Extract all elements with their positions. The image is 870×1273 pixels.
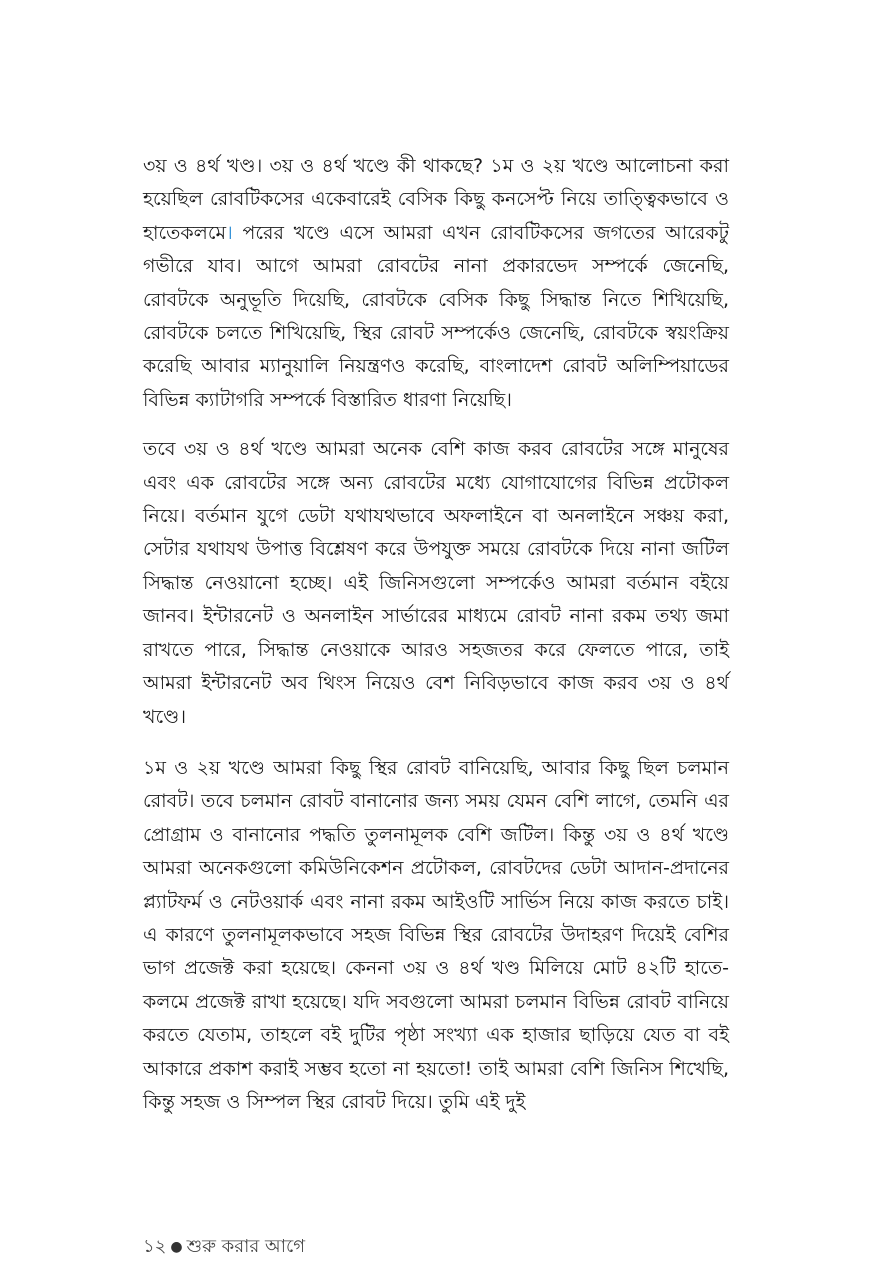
page-footer [143,1236,305,1258]
paragraph-1-highlighted-danda: । [226,221,233,244]
paragraph-1-text-start: ৩য় ও ৪র্থ খণ্ড। ৩য় ও ৪র্থ খণ্ডে কী থাকছে? ১ম ও ২য় খণ্ডে আলোচনা করা হয়েছিল রোবটিকসের একেবারেই বেসিক কিছু কনসেপ্ট নিয়ে তাত্ত্বিকভাবে ও হাতেকলমে [143,155,729,244]
running-section-title: শুরু করার আগে [186,1236,305,1257]
paragraph-3: ১ম ও ২য় খণ্ডে আমরা কিছু স্থির রোবট বানিয়েছি, আবার কিছু ছিল চলমান রোবট। তবে চলমান রোবট বানানোর জন্য সময় যেমন বেশি লাগে, তেমনি এর প্রোগ্রাম ও বানানোর পদ্ধতি তুলনামূলক বেশি জটিল। কিন্তু ৩য় ও ৪র্থ খণ্ডে আমরা অনেকগুলো কমিউনিকেশন প্রটোকল, রোবটদের ডেটা আদান-প্রদানের প্ল্যাটফর্ম ও নেটওয়ার্ক এবং নানা রকম আইওটি সার্ভিস নিয়ে কাজ করতে চাই। এ কারণে তুলনামূলকভাবে সহজ বিভিন্ন স্থির রোবটের উদাহরণ দিয়েই বেশির ভাগ প্রজেক্ট করা হয়েছে। কেননা ৩য় ও ৪র্থ খণ্ড মিলিয়ে মোট ৪২টি হাতে-কলমে প্রজেক্ট রাখা হয়েছে। যদি সবগুলো আমরা চলমান বিভিন্ন রোবট বানিয়ে করতে যেতাম, তাহলে বই দুটির পৃষ্ঠা সংখ্যা এক হাজার ছাড়িয়ে যেত বা বই আকারে প্রকাশ করাই সম্ভব হতো না হয়তো! তাই আমরা বেশি জিনিস শিখেছি, কিন্তু সহজ ও সিম্পল স্থির রোবট দিয়ে। তুমি এই দুই [143,756,729,1113]
page-body [143,150,729,1137]
paragraph-1 [143,150,729,417]
footer-bullet-icon: ● [170,1239,183,1255]
page-number: ১২ [143,1236,167,1257]
paragraph-2: তবে ৩য় ও ৪র্থ খণ্ডে আমরা অনেক বেশি কাজ করব রোবটের সঙ্গে মানুষের এবং এক রোবটের সঙ্গে অন্য রোবটের মধ্যে যোগাযোগের বিভিন্ন প্রটোকল নিয়ে। বর্তমান যুগে ডেটা যথাযথভাবে অফলাইনে বা অনলাইনে সঞ্চয় করা, সেটার যথাযথ উপাত্ত বিশ্লেষণ করে উপযুক্ত সময়ে রোবটকে দিয়ে নানা জটিল সিদ্ধান্ত নেওয়ানো হচ্ছে। এই জিনিসগুলো সম্পর্কেও আমরা বর্তমান বইয়ে জানব। ইন্টারনেট ও অনলাইন সার্ভারের মাধ্যমে রোবট নানা রকম তথ্য জমা রাখতে পারে, সিদ্ধান্ত নেওয়াকে আরও সহজতর করে ফেলতে পারে, তাই আমরা ইন্টারনেট অব থিংস নিয়েও বেশ নিবিড়ভাবে কাজ করব ৩য় ও ৪র্থ খণ্ডে। [143,438,729,728]
paragraph-1-text-end: পরের খণ্ডে এসে আমরা এখন রোবটিকসের জগতের আরেকটু গভীরে যাব। আগে আমরা রোবটের নানা প্রকারভেদ সম্পর্কে জেনেছি, রোবটকে অনুভূতি দিয়েছি, রোবটকে বেসিক কিছু সিদ্ধান্ত নিতে শিখিয়েছি, রোবটকে চলতে শিখিয়েছি, স্থির রোবট সম্পর্কেও জেনেছি, রোবটকে স্বয়ংক্রিয় করেছি আবার ম্যানুয়ালি নিয়ন্ত্রণও করেছি, বাংলাদেশ রোবট অলিম্পিয়াডের বিভিন্ন ক্যাটাগরি সম্পর্কে বিস্তারিত ধারণা নিয়েছি। [143,221,729,411]
